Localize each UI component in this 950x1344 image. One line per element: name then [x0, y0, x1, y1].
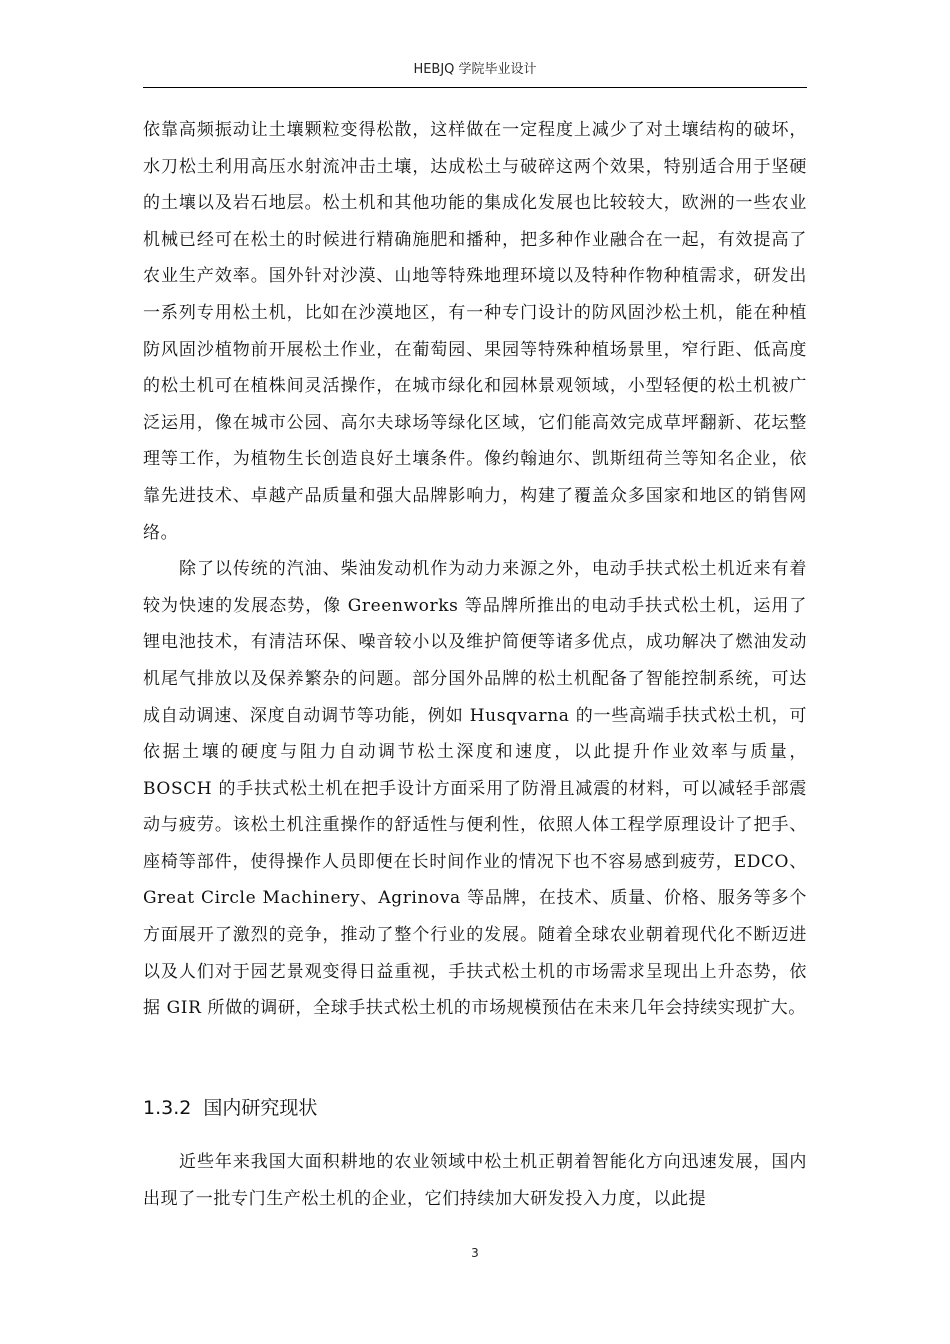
section-heading — [143, 1091, 807, 1125]
header-divider — [143, 87, 807, 88]
paragraph-electric-tillers: 除了以传统的汽油、柴油发动机作为动力来源之外，电动手扶式松土机近来有着较为快速的发展态势，像 Greenworks 等品牌所推出的电动手扶式松土机，运用了锂电池技术，有清洁环保、噪音较小以及维护简便等诸多优点，成功解决了燃油发动机尾气排放以及保养繁杂的问题。部分国外品牌的松土机配备了智能控制系统，可达成自动调速、深度自动调节等功能，例如 Husqvarna 的一些高端手扶式松土机，可依据土壤的硬度与阻力自动调节松土深度和速度，以此提升作业效率与质量，BOSCH 的手扶式松土机在把手设计方面采用了防滑且减震的材料，可以减轻手部震动与疲劳。该松土机注重操作的舒适性与便利性，依照人体工程学原理设计了把手、座椅等部件，使得操作人员即便在长时间作业的情况下也不容易感到疲劳，EDCO、Great Circle Machinery、Agrinova 等品牌，在技术、质量、价格、服务等多个方面展开了激烈的竞争，推动了整个行业的发展。随着全球农业朝着现代化不断迈进以及人们对于园艺景观变得日益重视，手扶式松土机的市场需求呈现出上升态势，依据 GIR 所做的调研，全球手扶式松土机的市场规模预估在未来几年会持续实现扩大。 — [143, 559, 807, 1019]
section-body-text — [143, 1144, 807, 1217]
paragraph-domestic-research: 近些年来我国大面积耕地的农业领域中松土机正朝着智能化方向迅速发展，国内出现了一批专门生产松土机的企业，它们持续加大研发投入力度，以此提 — [143, 1152, 807, 1209]
page-header: HEBJQ 学院毕业设计 — [413, 62, 537, 77]
section-title: 国内研究现状 — [203, 1097, 318, 1119]
paragraph-continuation: 依靠高频振动让土壤颗粒变得松散，这样做在一定程度上减少了对土壤结构的破坏，水刀松土利用高压水射流冲击土壤，达成松土与破碎这两个效果，特别适合用于坚硬的土壤以及岩石地层。松土机和其他功能的集成化发展也比较较大，欧洲的一些农业机械已经可在松土的时候进行精确施肥和播种，把多种作业融合在一起，有效提高了农业生产效率。国外针对沙漠、山地等特殊地理环境以及特种作物种植需求，研发出一系列专用松土机，比如在沙漠地区，有一种专门设计的防风固沙松土机，能在种植防风固沙植物前开展松土作业，在葡萄园、果园等特殊种植场景里，窄行距、低高度的松土机可在植株间灵活操作，在城市绿化和园林景观领域，小型轻便的松土机被广泛运用，像在城市公园、高尔夫球场等绿化区域，它们能高效完成草坪翻新、花坛整理等工作，为植物生长创造良好土壤条件。像约翰迪尔、凯斯纽荷兰等知名企业，依靠先进技术、卓越产品质量和强大品牌影响力，构建了覆盖众多国家和地区的销售网络。 — [143, 120, 807, 543]
section-number: 1.3.2 — [143, 1097, 192, 1119]
page-number: 3 — [471, 1246, 479, 1260]
body-text — [143, 112, 807, 1027]
